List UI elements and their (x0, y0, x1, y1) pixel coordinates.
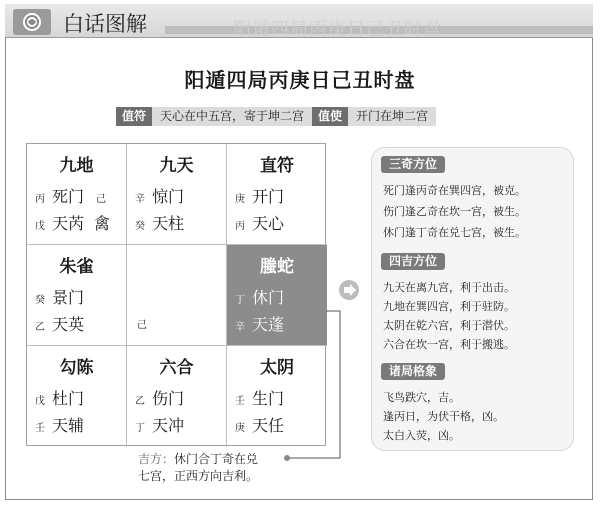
palace-door-row (235, 386, 284, 409)
palace-stem: 己 (137, 320, 147, 331)
auspicious-note (138, 451, 258, 485)
palace-god: 直符 (260, 156, 294, 176)
note-line: 七宫，正西方向吉利。 (138, 469, 259, 483)
palace-stem: 戊 (35, 221, 45, 232)
palace-door-row (235, 285, 284, 308)
palace-star: 天英 (52, 315, 85, 334)
palace-star-row (35, 312, 84, 335)
palace-star: 天芮 (52, 214, 85, 233)
header-ghost-text: 阳遁四局丙庚日己丑时盘 (233, 19, 442, 40)
palace-door: 伤门 (152, 389, 185, 408)
geju-line: 太白入荧，凶。 (383, 429, 460, 442)
palace-star-row (35, 413, 84, 436)
geju-line: 飞鸟跌穴，吉。 (383, 391, 460, 404)
logo-icon (13, 9, 51, 35)
sanqi-line: 死门逢丙奇在巽四宫，被克。 (383, 184, 526, 197)
siji-line: 六合在坎一宫，利于搬逃。 (383, 338, 515, 351)
zhifu-value: 天心在中五宫，寄于坤二宫 (152, 107, 312, 126)
palace-door: 死门 (52, 187, 85, 206)
sanqi-line: 伤门逢乙奇在坎一宫，被生。 (383, 205, 526, 218)
palace-stem: 庚 (235, 423, 245, 434)
palace-stem: 丁 (235, 295, 245, 306)
palace-cell (127, 144, 227, 245)
zhishi-value: 开门在坤二宫 (348, 107, 436, 126)
palace-door-row (235, 184, 284, 207)
palace-cell (27, 346, 127, 447)
palace-door: 生门 (252, 389, 285, 408)
analysis-panel (371, 147, 574, 451)
palace-stem: 癸 (135, 221, 145, 232)
palace-god: 九天 (159, 156, 194, 176)
palace-cell-highlighted (227, 245, 327, 346)
palace-god: 九地 (59, 156, 94, 176)
note-label: 吉方： (138, 452, 175, 466)
palace-door-row (135, 184, 184, 207)
palace-god: 勾陈 (59, 358, 94, 378)
palace-stem: 乙 (35, 322, 45, 333)
palace-star-row (235, 312, 284, 335)
palace-extra-star: 禽 (94, 214, 111, 233)
geju-title: 诸局格象 (381, 363, 445, 380)
palace-extra-stem: 己 (96, 194, 107, 205)
palace-door: 景门 (52, 288, 85, 307)
palace-door: 惊门 (152, 187, 185, 206)
palace-god: 六合 (159, 358, 194, 378)
palace-star: 天心 (252, 214, 285, 233)
palace-stem: 丙 (35, 194, 45, 205)
palace-stem: 丁 (135, 423, 145, 434)
palace-door-row (35, 285, 84, 308)
palace-god: 太阴 (260, 358, 294, 378)
siji-title: 四吉方位 (381, 253, 445, 270)
palace-stem: 壬 (35, 423, 45, 434)
palace-door: 开门 (252, 187, 285, 206)
zhishi-label: 值使 (312, 107, 348, 126)
palace-stem: 丙 (235, 221, 245, 232)
palace-stem: 癸 (35, 295, 45, 306)
palace-star-row (235, 413, 284, 436)
palace-star: 天冲 (152, 416, 185, 435)
note-line: 休门合丁奇在兑 (174, 452, 259, 466)
palace-stem: 戊 (35, 396, 45, 407)
palace-star: 天辅 (52, 416, 85, 435)
header-title: 白话图解 (63, 12, 147, 36)
siji-line: 九天在离九宫，利于出击。 (383, 281, 515, 294)
palace-stem: 壬 (235, 396, 245, 407)
palace-cell (27, 245, 127, 346)
palace-stem: 辛 (135, 194, 145, 205)
palace-cell (127, 346, 227, 447)
palace-star: 天任 (252, 416, 285, 435)
palace-cell (227, 144, 327, 245)
geju-line: 逢丙日，为伏干格，凶。 (383, 410, 504, 423)
palace-door-row (35, 184, 106, 207)
sanqi-line: 休门逢丁奇在兑七宫，被生。 (383, 226, 526, 239)
palace-stem: 乙 (135, 396, 145, 407)
header-bar (5, 4, 593, 38)
palace-door: 杜门 (52, 389, 85, 408)
palace-star: 天柱 (152, 214, 185, 233)
palace-stem: 辛 (235, 322, 245, 333)
info-bar (116, 107, 436, 126)
palace-star-row (235, 211, 284, 234)
palace-star: 天蓬 (252, 315, 285, 334)
palace-star-row (35, 211, 110, 234)
palace-door: 休门 (252, 288, 285, 307)
palace-star-row (135, 211, 184, 234)
chart-title: 阳遁四局丙庚日己丑时盘 (184, 68, 416, 92)
palace-cell-center (127, 245, 227, 346)
arrow-right-icon (338, 279, 360, 301)
siji-line: 九地在巽四宫，利于驻防。 (383, 300, 515, 313)
palace-star-row (135, 413, 184, 436)
zhifu-label: 值符 (116, 107, 152, 126)
palace-stem: 庚 (235, 194, 245, 205)
siji-line: 太阴在乾六宫，利于潜伏。 (383, 319, 515, 332)
palace-cell (27, 144, 127, 245)
sanqi-title: 三奇方位 (381, 156, 445, 173)
palace-door-row (135, 386, 184, 409)
nine-palace-grid (26, 143, 326, 446)
palace-god: 朱雀 (59, 257, 94, 277)
palace-god: 螣蛇 (260, 257, 294, 277)
palace-door-row (35, 386, 84, 409)
palace-cell (227, 346, 327, 447)
